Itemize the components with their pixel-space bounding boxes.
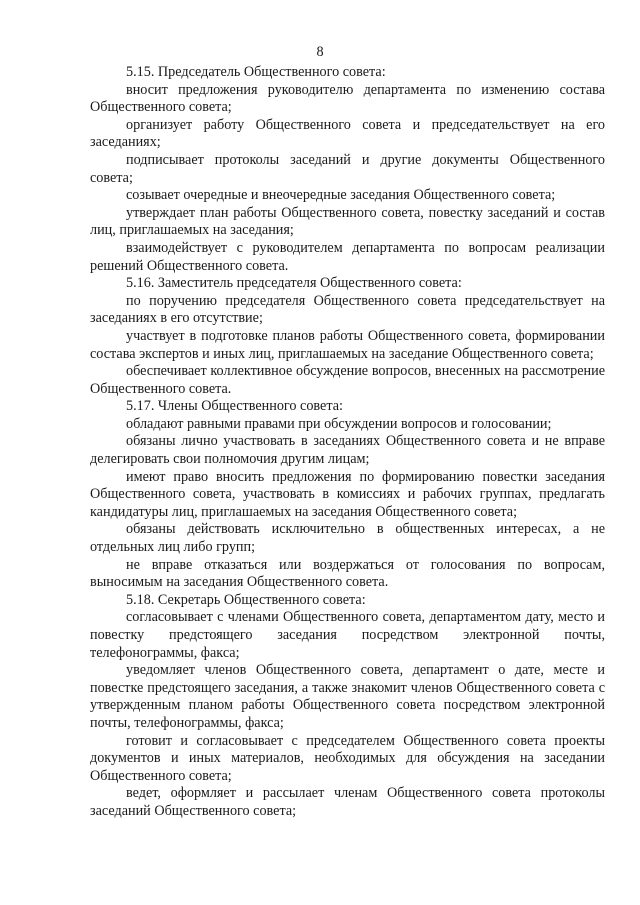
paragraph: участвует в подготовке планов работы Общественного совета, формировании состава экспертов и иных лиц, приглашаемых на заседание Общественного совета; bbox=[90, 327, 605, 362]
paragraph: взаимодействует с руководителем департамента по вопросам реализации решений Общественного совета. bbox=[90, 239, 605, 274]
paragraph: утверждает план работы Общественного совета, повестку заседаний и состав лиц, приглашаемых на заседания; bbox=[90, 204, 605, 239]
page-number: 8 bbox=[316, 44, 324, 60]
paragraph: готовит и согласовывает с председателем Общественного совета проекты документов и иных материалов, необходимых для обсуждения на заседании Общественного совета; bbox=[90, 732, 605, 784]
paragraph: созывает очередные и внеочередные заседания Общественного совета; bbox=[126, 187, 556, 204]
paragraph: уведомляет членов Общественного совета, департамент о дате, месте и повестке предстоящего заседания, а также знакомит членов Общественного совета с утвержденным планом работы Общественного совета посредством электронной почты, телефонограммы, факса; bbox=[90, 662, 605, 731]
paragraph: вносит предложения руководителю департамента по изменению состава Общественного совета; bbox=[90, 81, 605, 116]
section-heading-5-16: 5.16. Заместитель председателя Общественного совета: bbox=[126, 275, 462, 292]
paragraph: обязаны действовать исключительно в общественных интересах, а не отдельных лиц либо групп; bbox=[90, 521, 605, 556]
paragraph: не вправе отказаться или воздержаться от голосования по вопросам, выносимым на заседания Общественного совета. bbox=[90, 556, 605, 591]
section-heading-5-18: 5.18. Секретарь Общественного совета: bbox=[126, 591, 366, 608]
paragraph: обеспечивает коллективное обсуждение вопросов, внесенных на рассмотрение Общественного совета. bbox=[90, 363, 605, 397]
paragraph: организует работу Общественного совета и председательствует на его заседаниях; bbox=[90, 116, 605, 151]
paragraph: согласовывает с членами Общественного совета, департаментом дату, место и повестку предстоящего заседания посредством электронной почты, телефонограммы, факса; bbox=[90, 609, 605, 661]
paragraph: имеют право вносить предложения по формированию повестки заседания Общественного совета, участвовать в комиссиях и рабочих группах, предлагать кандидатуры лиц, приглашаемых на заседания Общественного совета; bbox=[90, 468, 605, 520]
paragraph: ведет, оформляет и рассылает членам Общественного совета протоколы заседаний Общественного совета; bbox=[90, 785, 605, 819]
section-heading-5-15: 5.15. Председатель Общественного совета: bbox=[126, 64, 386, 80]
paragraph: обладают равными правами при обсуждении вопросов и голосовании; bbox=[126, 415, 552, 432]
paragraph: обязаны лично участвовать в заседаниях Общественного совета и не вправе делегировать свои полномочия другим лицам; bbox=[90, 433, 605, 468]
document-body bbox=[90, 64, 605, 821]
section-heading-5-17: 5.17. Члены Общественного совета: bbox=[126, 398, 343, 415]
paragraph: подписывает протоколы заседаний и другие документы Общественного совета; bbox=[90, 151, 605, 186]
paragraph: по поручению председателя Общественного совета председательствует на заседаниях в его отсутствие; bbox=[90, 292, 605, 327]
